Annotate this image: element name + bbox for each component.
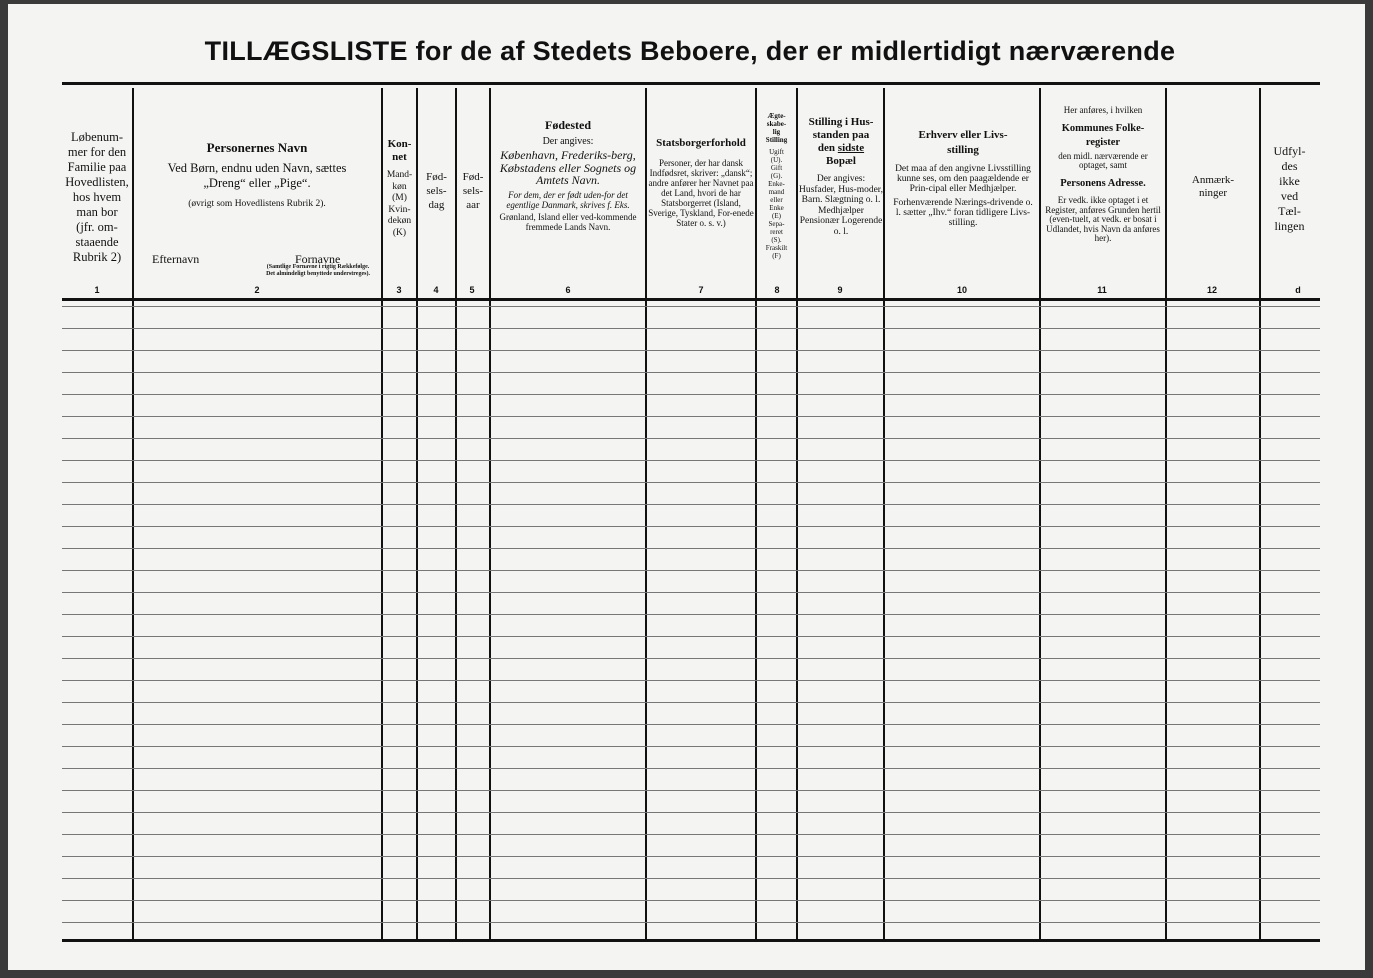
header-line: lingen [1274, 219, 1305, 233]
header-line: ved [1280, 189, 1299, 203]
header-line: mand [768, 188, 785, 196]
header-line: (M) [392, 193, 407, 203]
fornavne-label: Fornavne [295, 252, 341, 266]
header-line: (U). [770, 156, 783, 164]
header-lobenummer [62, 92, 132, 280]
entry-row-line [62, 416, 1320, 417]
header-word: den [817, 142, 836, 154]
header-stilling-i-husstanden [799, 92, 883, 280]
entry-row-line [62, 856, 1320, 857]
header-line: (G). [770, 172, 783, 180]
header-bottom-rule [62, 298, 1320, 301]
header-line: Gift [770, 164, 783, 172]
entry-row-line [62, 768, 1320, 769]
entry-row-line [62, 922, 1320, 923]
header-erhverv [890, 92, 1036, 280]
top-rule [62, 82, 1320, 85]
header-line: skabe- [766, 120, 787, 128]
column-number: 2 [254, 285, 260, 295]
header-line: (E) [772, 212, 781, 220]
header-line: Fød- [426, 171, 447, 183]
entry-row-line [62, 724, 1320, 725]
column-number: 9 [837, 285, 843, 295]
entry-row-line [62, 702, 1320, 703]
header-paragraph: For dem, der er født uden-for det egentlige Danmark, skrives f. Eks. [506, 189, 630, 210]
header-line: man bor [76, 205, 118, 219]
header-fodselsaar [457, 92, 489, 280]
column-number: 12 [1206, 285, 1218, 295]
header-line: standen paa [812, 129, 870, 141]
header-line: Stilling [765, 136, 788, 144]
header-line: lig [772, 128, 781, 136]
header-line: Ægte- [767, 112, 786, 120]
header-fodested [493, 92, 643, 280]
header-line: sels- [462, 185, 484, 197]
entry-row-line [62, 614, 1320, 615]
header-line: Tæl- [1278, 204, 1301, 218]
header-line: eller [770, 196, 783, 204]
header-note: (øvrigt som Hovedlistens Rubrik 2). [188, 199, 326, 209]
column-number: 4 [433, 285, 439, 295]
column-heading: Fødested [545, 118, 591, 132]
column-heading: Personernes Navn [206, 140, 308, 155]
entry-row-line [62, 504, 1320, 505]
header-line: sels- [426, 185, 447, 197]
header-line: Der angives: [542, 136, 594, 147]
header-line: Sepa- [768, 220, 785, 228]
entry-row-line [62, 878, 1320, 879]
entry-row-line [62, 680, 1320, 681]
entry-row-line [62, 570, 1320, 571]
header-line: reret [770, 228, 783, 236]
entry-row-line [62, 812, 1320, 813]
efternavn-label: Efternavn [152, 252, 200, 266]
entry-row-line [62, 350, 1320, 351]
column-heading: Kon-net [387, 138, 412, 163]
header-line: Kvin- [388, 204, 411, 215]
fornavne-note: (Samtlige Fornavne i rigtig Rækkefølge. Det almindeligt benyttede understreges). [266, 264, 370, 277]
header-line: Kommunes Folke- [1061, 122, 1145, 134]
header-paragraph: Grønland, Island eller ved-kommende fremmede Lands Navn. [499, 211, 637, 232]
header-line: Enke [769, 204, 784, 212]
header-line: ninger [1198, 187, 1228, 199]
entry-row-line [62, 592, 1320, 593]
entry-row-line [62, 526, 1320, 527]
header-line: Mand- [386, 170, 413, 180]
entry-row-line [62, 438, 1320, 439]
header-paragraph: Er vedk. ikke optaget i et Register, anføres Grunden hertil (even-tuelt, at vedk. er bosat i Udlandet, hvis Navn da anføres her). [1045, 195, 1161, 243]
header-paragraph: Personer, der har dansk Indfødsret, skriver: „dansk“; andre anfører her Navnet paa det Land, hvori de har Statsborgerret (Island, Sverige, Tyskland, For-enede Stater o. s. v.) [648, 158, 754, 228]
bottom-rule [62, 939, 1320, 942]
header-line: Ved Børn, endnu uden Navn, sættes [167, 161, 347, 175]
form-title: TILLÆGSLISTE for de af Stedets Beboere, der er midlertidigt nærværende [204, 36, 1176, 66]
entry-row-line [62, 658, 1320, 659]
column-number: 1 [94, 285, 100, 295]
column-number: 5 [469, 285, 475, 295]
header-line: register [1085, 136, 1121, 148]
header-konnet [383, 92, 416, 280]
header-paragraph: den midl. nærværende er optaget, samt [1058, 150, 1148, 170]
entry-row-line [62, 834, 1320, 835]
header-paragraph: Der angives: Husfader, Hus-moder, Barn. Slægtning o. l. Medhjælper Pensionær Logerende o. l. [799, 174, 883, 237]
header-word: sidste [837, 142, 865, 154]
header-paragraph: Det maa af den angivne Livsstilling kunne ses, om den paagældende er Prin-cipal eller Medhjælper. [895, 164, 1031, 194]
header-line: (S). [771, 236, 782, 244]
entry-row-line [62, 328, 1320, 329]
header-folkeregister [1043, 92, 1163, 280]
header-italic: København, Frederiks-berg, Købstadens eller Sognets og Amtets Navn. [499, 148, 637, 187]
header-aegteskabelig-stilling [757, 92, 796, 280]
header-line: Erhverv eller Livs- [918, 129, 1008, 141]
header-line: Enke- [768, 180, 785, 188]
header-anmaerkninger [1167, 92, 1259, 280]
header-line: staaende [75, 235, 119, 249]
entry-row-line [62, 306, 1320, 307]
header-line: dekøn [387, 216, 412, 226]
header-line: ikke [1279, 174, 1300, 188]
entry-row-line [62, 790, 1320, 791]
header-line: Ugift [769, 148, 784, 156]
header-line: stilling [947, 144, 979, 156]
column-number: 11 [1097, 285, 1107, 295]
header-line: des [1281, 159, 1298, 173]
column-number: 3 [396, 285, 402, 295]
column-heading: Statsborgerforhold [656, 137, 746, 149]
entry-row-line [62, 394, 1320, 395]
header-line: Anmærk- [1191, 174, 1235, 186]
column-number: d [1295, 285, 1301, 295]
entry-row-line [62, 636, 1320, 637]
column-number: 6 [565, 285, 571, 295]
header-line: Bopæl [826, 155, 856, 167]
entry-row-line [62, 482, 1320, 483]
header-fodselsdag [418, 92, 455, 280]
header-line: aar [466, 199, 480, 211]
header-line: Stilling i Hus- [808, 116, 874, 128]
header-line: Familie paa [67, 160, 127, 174]
column-number: 7 [698, 285, 704, 295]
header-udfyldes-ikke [1261, 92, 1318, 280]
header-line: Her anføres, i hvilken [1063, 105, 1143, 115]
entry-row-line [62, 900, 1320, 901]
header-line: (K) [392, 227, 407, 238]
header-line: Udfyl- [1273, 144, 1306, 158]
header-line: Løbenum- [70, 130, 124, 144]
header-line: (F) [772, 252, 781, 260]
column-number: 8 [774, 285, 780, 295]
header-line: dag [428, 199, 445, 211]
entry-row-line [62, 460, 1320, 461]
header-line: Rubrik 2) [72, 250, 122, 264]
header-line: Fraskilt [765, 244, 788, 252]
header-line: „Dreng“ eller „Pige“. [203, 176, 311, 190]
column-number: 10 [956, 285, 968, 295]
header-line: køn [392, 181, 407, 192]
header-line: Fød- [462, 171, 484, 183]
header-line: hos hvem [72, 190, 122, 204]
entry-row-line [62, 372, 1320, 373]
header-statsborgerforhold [648, 92, 754, 280]
header-line: (jfr. om- [76, 220, 118, 234]
header-line: Personens Adresse. [1060, 177, 1146, 189]
entry-row-line [62, 548, 1320, 549]
header-paragraph: Forhenværende Nærings-drivende o. l. sætter „Ihv.“ foran tidligere Livs-stilling. [893, 198, 1033, 228]
entry-row-line [62, 746, 1320, 747]
header-line: Hovedlisten, [65, 175, 129, 189]
header-line: mer for den [67, 145, 127, 159]
